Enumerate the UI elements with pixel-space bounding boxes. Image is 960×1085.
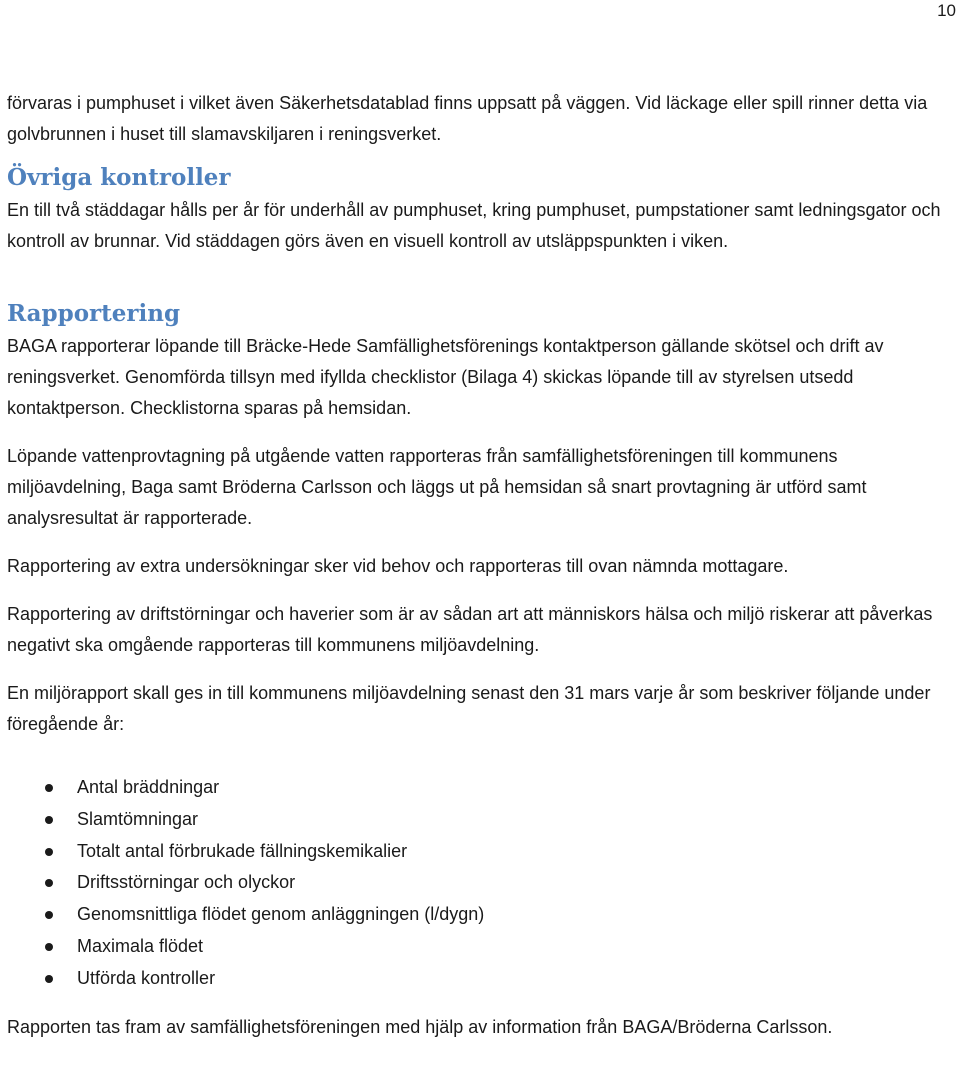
- bullet-icon: [45, 879, 53, 887]
- list-item: [7, 931, 955, 963]
- list-item-text: Driftsstörningar och olyckor: [77, 872, 296, 893]
- list-item: [7, 772, 955, 804]
- bullet-icon: [45, 911, 53, 919]
- list-item: [7, 867, 955, 899]
- paragraph-ovriga-kontroller: En till två städdagar hålls per år för underhåll av pumphuset, kring pumphuset, pumpstationer samt ledningsgator och kontroll av brunnar. Vid städdagen görs även en visuell kontroll av utsläppspunkten i viken.: [7, 200, 941, 251]
- list-item-text: Slamtömningar: [77, 808, 199, 829]
- closing-paragraph: Rapporten tas fram av samfällighetsföreningen med hjälp av information från BAGA/Bröderna Carlsson.: [7, 1016, 833, 1037]
- intro-paragraph: förvaras i pumphuset i vilket även Säkerhetsdatablad finns uppsatt på väggen. Vid läckage eller spill rinner detta via golvbrunnen i huset till slamavskiljaren i reningsverket.: [7, 93, 928, 144]
- list-item: [7, 804, 955, 836]
- paragraph-rapportering-2: Löpande vattenprovtagning på utgående vatten rapporteras från samfällighetsföreningen till kommunens miljöavdelning, Baga samt Bröderna Carlsson och läggs ut på hemsidan så snart provtagning är utförd samt analysresultat är rapporterade.: [7, 446, 867, 528]
- page-number: 10: [937, 1, 956, 20]
- list-item-text: Utförda kontroller: [77, 967, 216, 988]
- list-item: [7, 836, 955, 868]
- bullet-icon: [45, 848, 53, 856]
- list-item-text: Totalt antal förbrukade fällningskemikalier: [77, 840, 408, 861]
- list-item-text: Genomsnittliga flödet genom anläggningen (l/dygn): [77, 904, 485, 925]
- heading-ovriga-kontroller: Övriga kontroller: [7, 164, 231, 191]
- heading-rapportering: Rapportering: [7, 300, 181, 327]
- list-item: [7, 899, 955, 931]
- bullet-icon: [45, 943, 53, 951]
- bullet-icon: [45, 784, 53, 792]
- list-item-text: Antal bräddningar: [77, 777, 220, 797]
- list-item: [7, 963, 955, 995]
- paragraph-rapportering-5: En miljörapport skall ges in till kommunens miljöavdelning senast den 31 mars varje år som beskriver följande under föregående år:: [7, 683, 931, 734]
- paragraph-rapportering-3: Rapportering av extra undersökningar sker vid behov och rapporteras till ovan nämnda mottagare.: [7, 556, 789, 576]
- bullet-icon: [45, 816, 53, 824]
- miljorapport-list: [7, 772, 955, 995]
- list-item-text: Maximala flödet: [77, 935, 204, 956]
- document-body: [7, 88, 955, 1043]
- bullet-icon: [45, 975, 53, 983]
- paragraph-rapportering-1: BAGA rapporterar löpande till Bräcke-Hede Samfällighetsförenings kontaktperson gällande skötsel och drift av reningsverket. Genomförda tillsyn med ifyllda checklistor (Bilaga 4) skickas löpande till av styrelsen utsedd kontaktperson. Checklistorna sparas på hemsidan.: [7, 336, 884, 418]
- paragraph-rapportering-4: Rapportering av driftstörningar och haverier som är av sådan art att människors hälsa och miljö riskerar att påverkas negativt ska omgående rapporteras till kommunens miljöavdelning.: [7, 604, 933, 655]
